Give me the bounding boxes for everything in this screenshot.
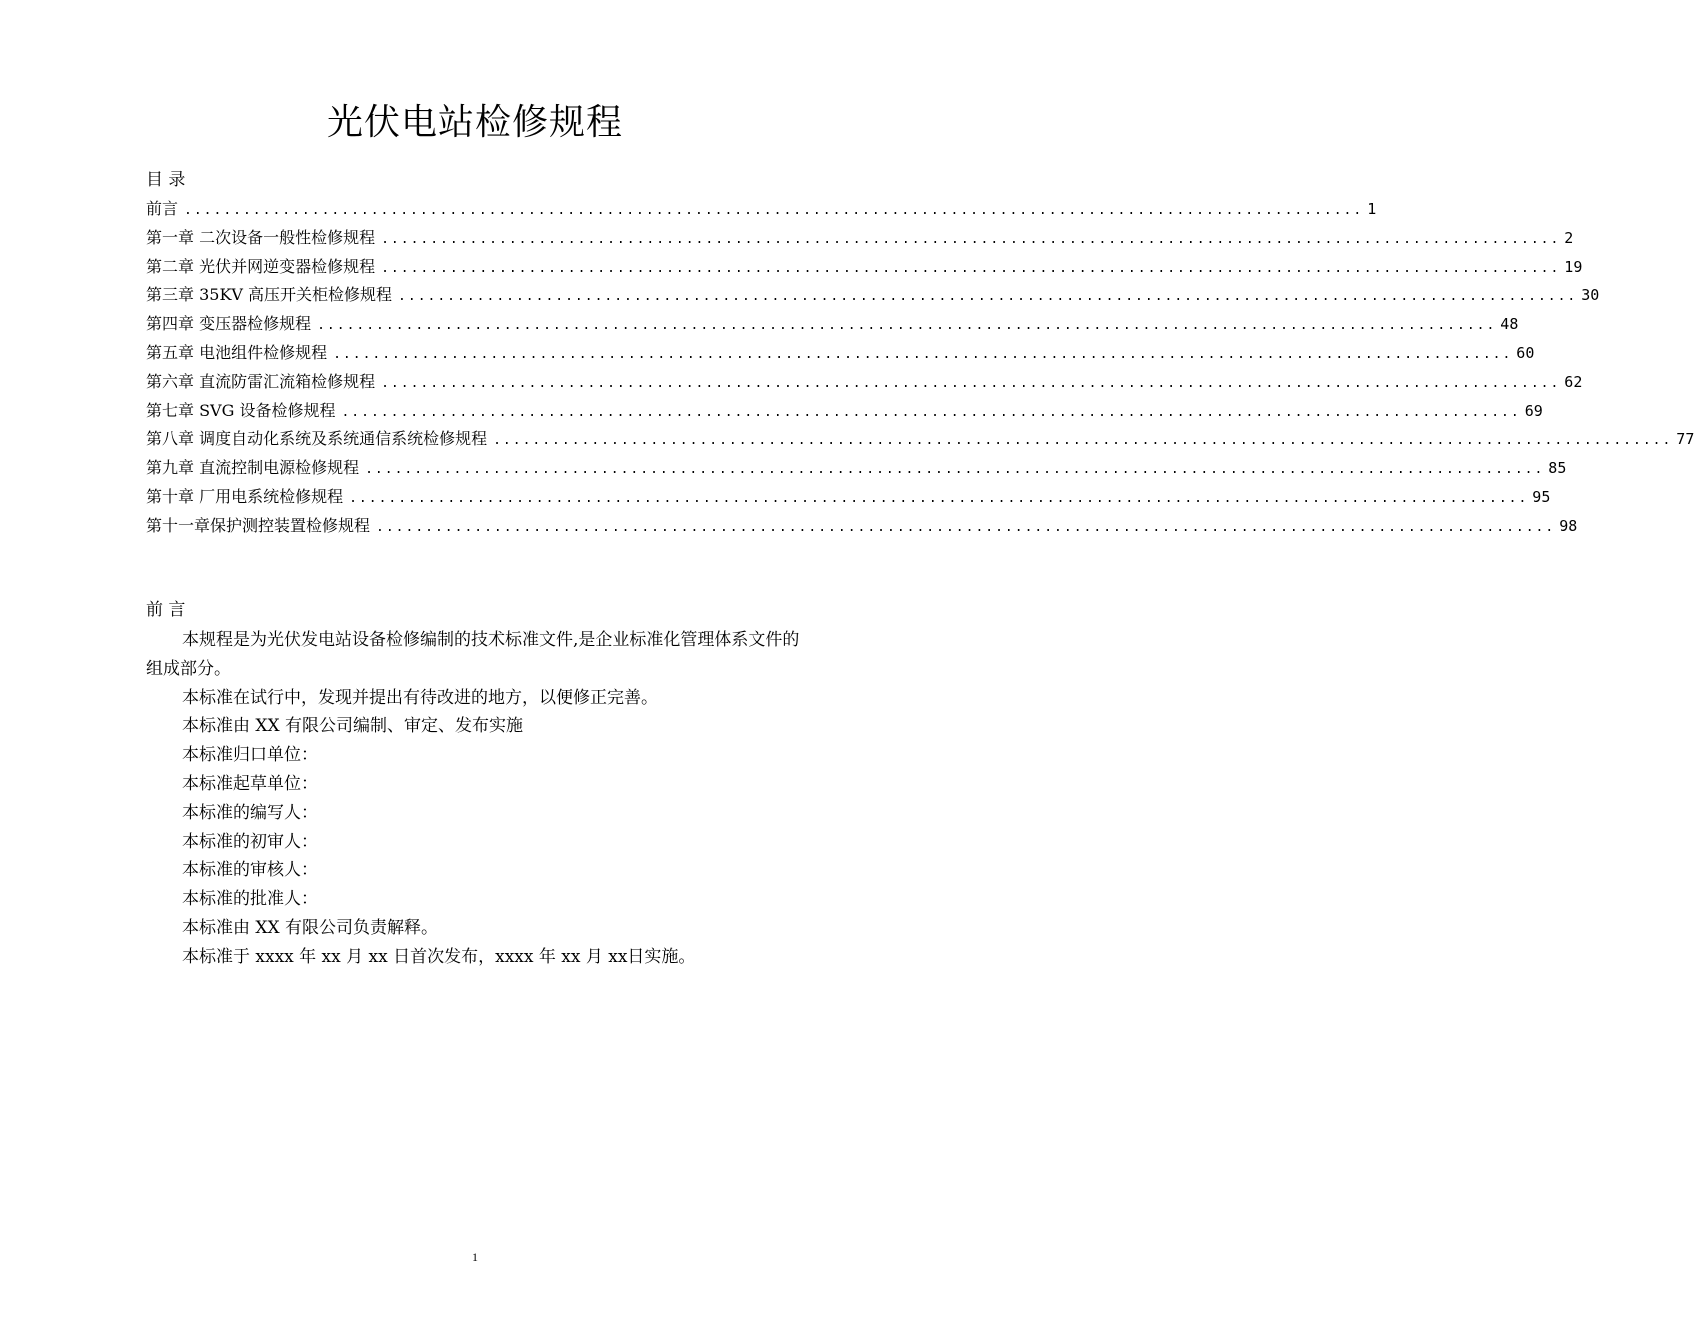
table-of-contents [146,195,1694,541]
toc-entry-label: 第十章 厂用电系统检修规程 [146,486,344,506]
toc-dot-leader: ........................................................................................................................ [381,260,1561,276]
toc-entry[interactable] [146,224,1574,253]
preface-body [146,626,812,972]
toc-entry-page: 95 [1532,487,1551,506]
toc-entry-page: 77 [1676,430,1694,449]
toc-entry-label: 第二章 光伏并网逆变器检修规程 [146,256,376,276]
toc-dot-leader: ........................................................................................................................ [381,231,1561,247]
toc-entry-page: 60 [1516,343,1535,362]
toc-entry-label: 第一章 二次设备一般性检修规程 [146,227,376,247]
toc-entry-page: 1 [1367,200,1377,218]
toc-entry-label: 第三章 35KV 高压开关柜检修规程 [146,285,393,305]
toc-dot-leader: ........................................................................................................................ [376,519,1556,535]
toc-entry-label: 前言 [146,199,179,218]
preface-heading: 前 言 [146,600,186,620]
toc-entry-page: 69 [1524,401,1543,420]
preface-paragraph: 本标准由 XX 有限公司编制、审定、发布实施 [182,716,524,737]
toc-entry[interactable] [146,339,1535,368]
toc-dot-leader: ........................................................................................................................ [381,375,1561,391]
toc-entry[interactable] [146,483,1551,512]
toc-dot-leader: ........................................................................................................................ [349,490,1529,506]
toc-dot-leader: ........................................................................................................................ [398,289,1578,305]
preface-paragraph: 本标准的初审人： [182,831,318,852]
preface-paragraph: 本规程是为光伏发电站设备检修编制的技术标准文件,是企业标准化管理体系文件的组成部分。 [146,630,800,679]
toc-entry[interactable] [146,253,1583,282]
toc-entry[interactable] [146,397,1543,426]
preface-paragraph: 本标准于 xxxx 年 xx 月 xx 日首次发布，xxxx 年 xx 月 xx日实施。 [182,946,696,967]
toc-entry[interactable] [146,425,1694,454]
preface-paragraph: 本标准在试行中，发现并提出有待改进的地方，以便修正完善。 [182,687,658,708]
preface-paragraph: 本标准的审核人： [182,860,318,881]
toc-dot-leader: ........................................................................................................................ [184,203,1364,218]
toc-entry[interactable] [146,281,1600,310]
document-title: 光伏电站检修规程 [326,102,623,143]
toc-entry-label: 第九章 直流控制电源检修规程 [146,458,360,478]
toc-entry-label: 第四章 变压器检修规程 [146,314,312,334]
preface-paragraph: 本标准归口单位： [182,745,318,766]
toc-dot-leader: ........................................................................................................................ [493,433,1673,449]
toc-entry-page: 98 [1559,516,1578,535]
toc-entry[interactable] [146,310,1519,339]
toc-entry-label: 第五章 电池组件检修规程 [146,342,328,362]
toc-entry[interactable] [146,368,1583,397]
toc-entry-label: 第八章 调度自动化系统及系统通信系统检修规程 [146,429,488,449]
toc-heading: 目 录 [146,170,186,190]
toc-entry-page: 2 [1564,228,1574,247]
toc-entry-label: 第十一章保护测控装置检修规程 [146,515,371,535]
toc-entry-page: 19 [1564,257,1583,276]
toc-entry[interactable] [146,454,1567,483]
toc-dot-leader: ........................................................................................................................ [333,346,1513,362]
toc-entry-label: 第七章 SVG 设备检修规程 [146,400,336,420]
toc-entry-page: 85 [1548,459,1567,478]
toc-entry[interactable] [146,195,1377,224]
toc-entry-label: 第六章 直流防雷汇流箱检修规程 [146,371,376,391]
preface-paragraph: 本标准起草单位： [182,773,318,794]
preface-paragraph: 本标准由 XX 有限公司负责解释。 [182,917,439,938]
toc-entry[interactable] [146,512,1578,541]
page-number: 1 [472,1250,478,1264]
toc-entry-page: 62 [1564,372,1583,391]
preface-paragraph: 本标准的批准人： [182,889,318,910]
toc-dot-leader: ........................................................................................................................ [341,404,1521,420]
toc-dot-leader: ........................................................................................................................ [365,462,1545,478]
toc-entry-page: 48 [1500,315,1519,334]
toc-entry-page: 30 [1581,286,1600,305]
preface-paragraph: 本标准的编写人： [182,802,318,823]
toc-dot-leader: ........................................................................................................................ [317,318,1497,334]
